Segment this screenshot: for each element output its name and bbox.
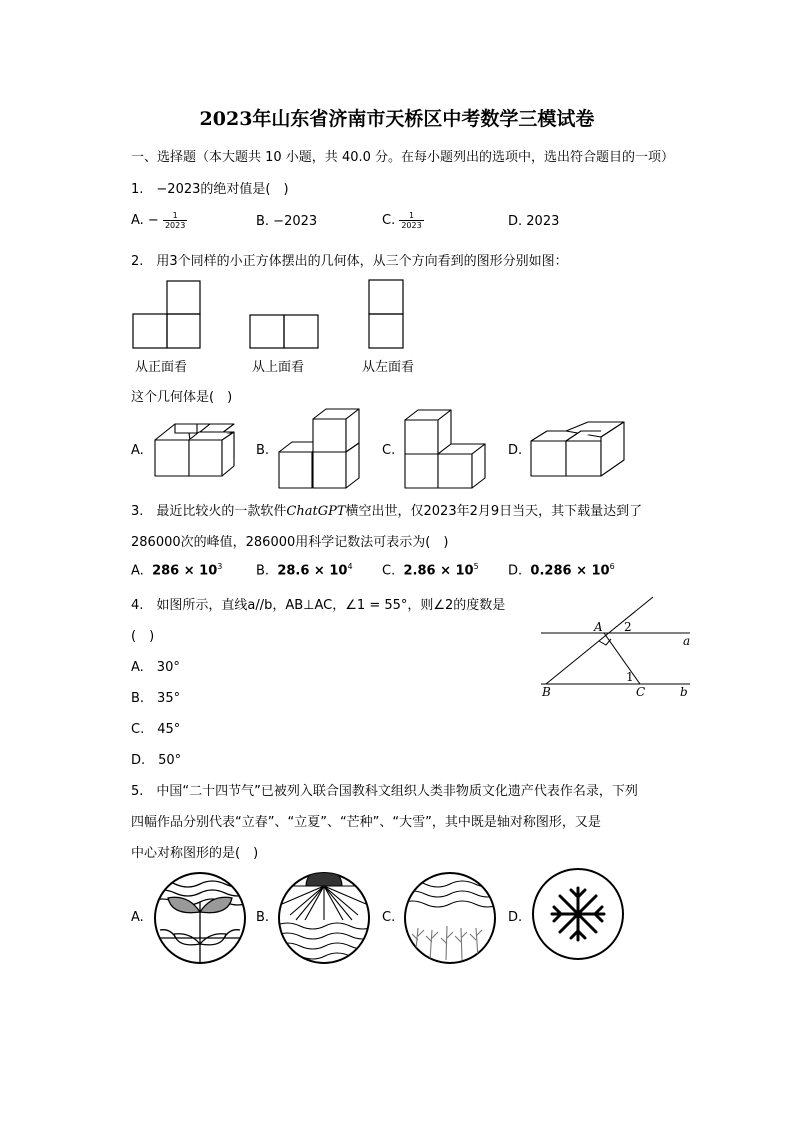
q4-paren: ( ) (131, 629, 155, 644)
q5-line3: 中心对称图形的是( ) (131, 846, 259, 861)
q4-option-c: C. 45° (131, 722, 181, 737)
q1-option-b: B. −2023 (256, 214, 318, 229)
q3-c-base: 2.86 × 10 (403, 563, 474, 579)
q5-figure-a-lichun (150, 873, 250, 965)
q3-line2: 286000次的峰值，286000用科学记数法可表示为( ) (131, 535, 449, 550)
q1-stem: 1. −2023的绝对值是( ) (131, 182, 289, 197)
q3-a-exp: 3 (217, 562, 223, 571)
q4-label-1: 1 (626, 670, 634, 684)
q2-view-top-label: 从上面看 (252, 360, 305, 375)
q1-c-num: 1 (399, 211, 423, 221)
q2-label-c: C. (382, 443, 396, 458)
q1-a-num: 1 (163, 211, 187, 221)
q3-b-label: B. (256, 563, 270, 579)
q5-line2: 四幅作品分别代表“立春”、“立夏”、“芒种”、“大雪”，其中既是轴对称图形，又是 (131, 815, 601, 830)
q5-label-c: C. (382, 910, 396, 925)
q1-c-den: 2023 (401, 221, 422, 230)
q4-label-2: 2 (624, 620, 632, 634)
q4-stem: 4. 如图所示，直线a//b，AB⊥AC，∠1 = 55°，则∠2的度数是 (131, 598, 506, 613)
q1-option-d: D. 2023 (508, 214, 560, 229)
q1-a-den: 2023 (164, 221, 186, 230)
q3-c-exp: 5 (473, 562, 479, 571)
q5-line1: 5. 中国“二十四节气”已被列入联合国教科文组织人类非物质文化遗产代表作名录，下列 (131, 784, 638, 799)
q4-option-b: B. 35° (131, 691, 181, 706)
section-header: 一、选择题（本大题共 10 小题，共 40.0 分。在每小题列出的选项中，选出符合题目的一项） (131, 150, 675, 165)
q2-label-a: A. (131, 443, 144, 458)
page-title: 2023年山东省济南市天桥区中考数学三模试卷 (199, 108, 595, 130)
q2-question: 这个几何体是( ) (131, 390, 233, 405)
q2-stem: 2. 用3个同样的小正方体摆出的几何体，从三个方向看到的图形分别如图： (131, 254, 568, 269)
q3-a-label: A. (131, 563, 144, 579)
q3-a-base: 286 × 10 (152, 563, 218, 579)
q2-view-front-label: 从正面看 (135, 360, 188, 375)
q3-b-exp: 4 (347, 562, 353, 571)
q3-d-exp: 6 (609, 562, 615, 571)
q3-c-label: C. (382, 563, 396, 579)
q3-line1-b: 横空出世，仅2023年2月9日当天，其下载量达到了 (345, 504, 643, 519)
q5-label-b: B. (256, 910, 270, 925)
q1-c-prefix: C. (382, 213, 400, 228)
q5-figure-d-daxue (533, 869, 623, 959)
q5-figure-b-lixia (275, 868, 375, 963)
q4-label-B: B (542, 685, 551, 699)
q4-option-a: A. 30° (131, 660, 180, 675)
q4-label-b: b (680, 685, 688, 699)
q3-d-label: D. (508, 563, 523, 579)
q2-label-d: D. (508, 443, 523, 458)
q3-b-base: 28.6 × 10 (277, 563, 348, 579)
q4-label-A: A (594, 620, 603, 634)
q1-a-prefix: A. − (131, 213, 159, 228)
q4-label-a: a (683, 634, 691, 648)
q2-view-left-label: 从左面看 (362, 360, 415, 375)
q4-label-C: C (636, 685, 646, 699)
q4-option-d: D. 50° (131, 753, 182, 768)
q3-d-base: 0.286 × 10 (530, 563, 610, 579)
q3-line1-a: 3. 最近比较火的一款软件 (131, 504, 287, 519)
q3-chatgpt: ChatGPT (286, 504, 346, 519)
q5-figure-c-mangzhong (400, 873, 500, 963)
q2-label-b: B. (256, 443, 270, 458)
q5-label-a: A. (131, 910, 144, 925)
q5-label-d: D. (508, 910, 523, 925)
